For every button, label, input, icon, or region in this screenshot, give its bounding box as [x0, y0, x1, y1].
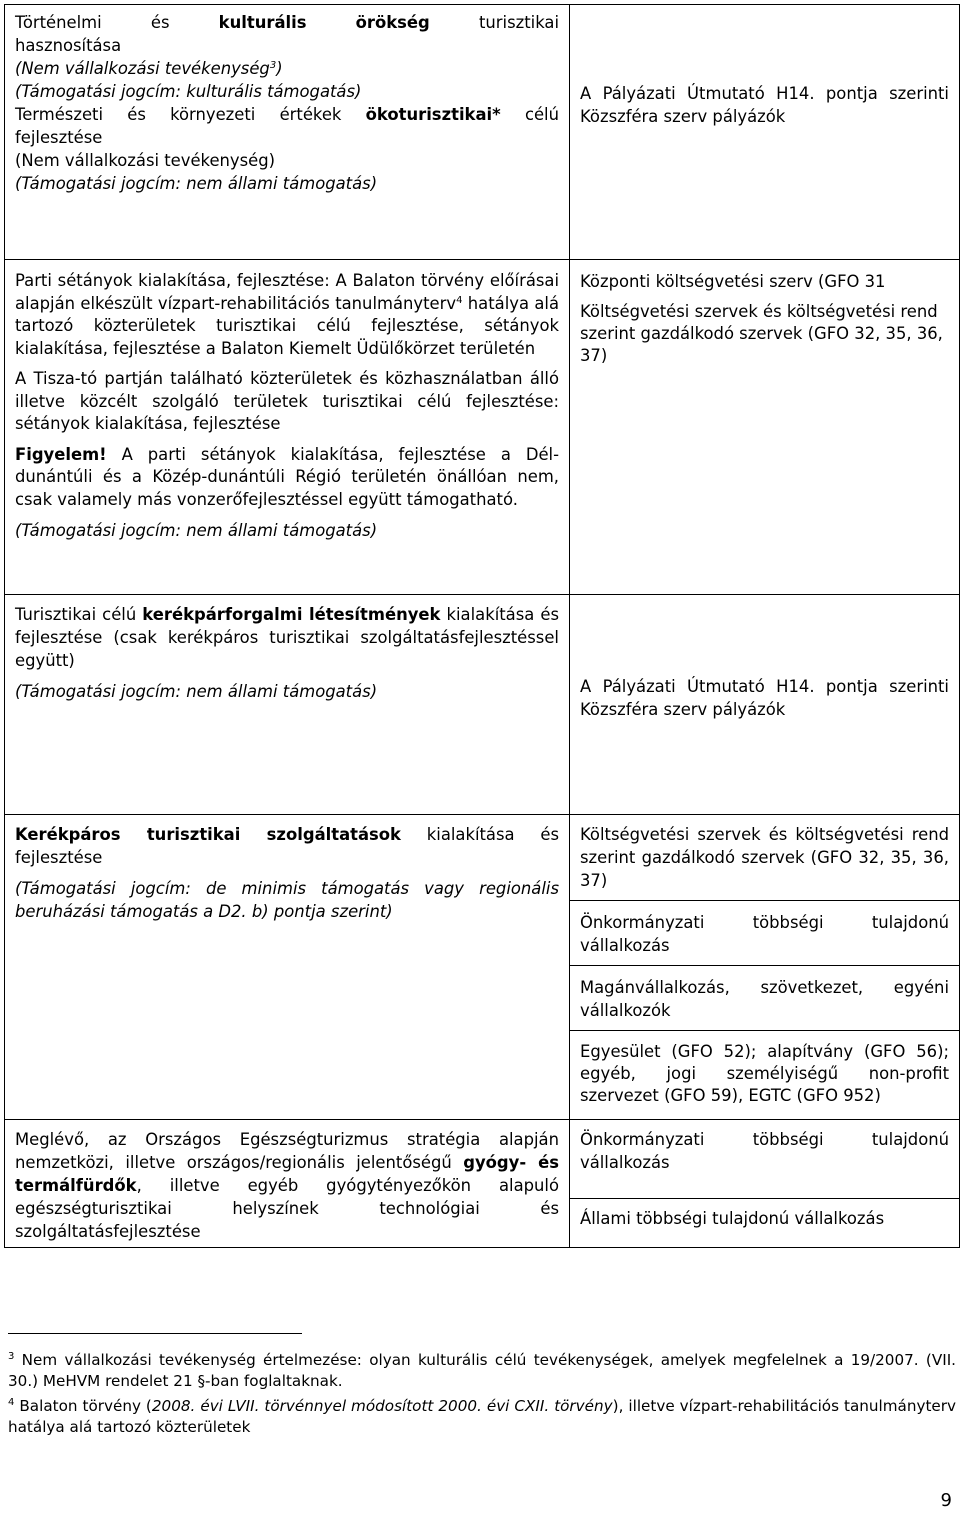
table-row [5, 815, 960, 1120]
applicant-cell: Központi költségvetési szerv (GFO 31 Költségvetési szervek és költségvetési rend szerint gazdálkodó szervek (GFO 32, 35, 36, 37) [570, 260, 960, 595]
table-row [5, 595, 960, 815]
applicant-cell: Önkormányzati többségi tulajdonú vállalkozás Állami többségi tulajdonú vállalkozás [570, 1120, 960, 1248]
footnote-3: $^3$ Nem vállalkozási tevékenység értelmezése: olyan kulturális célú tevékenységek, amelyek megfelelnek a 19/2007. (VII. 30.) MeHVM rendelet 21 §-ban foglaltaknak. [8, 1351, 956, 1390]
activity-cell: Meglévő, az Országos Egészségturizmus stratégia alapján nemzetközi, illetve országos/regionális jelentőségű gyógy- és termálfürdők, illetve egyéb gyógytényezőkön alapuló egészségturisztikai helyszínek technológiai és szolgáltatásfejlesztése [5, 1120, 570, 1248]
table-row [5, 260, 960, 595]
activity-cell: Turisztikai célú kerékpárforgalmi létesítmények kialakítása és fejlesztése (csak kerékpáros turisztikai szolgáltatásfejlesztéssel együtt) (Támogatási jogcím: nem állami támogatás) [5, 595, 570, 815]
activity-cell: Kerékpáros turisztikai szolgáltatások kialakítása és fejlesztése (Támogatási jogcím: de minimis támogatás vagy regionális beruházási támogatás a D2. b) pontja szerint) [5, 815, 570, 1120]
footnote-separator [8, 1333, 302, 1334]
activity-cell: Parti sétányok kialakítása, fejlesztése: A Balaton törvény előírásai alapján elkészült vízpart-rehabilitációs tanulmányterv$^4$ hatálya alá tartozó közterületek turisztikai célú fejlesztése, sétányok kialakítása, fejlesztése a Balaton Kiemelt Üdülőkörzet területén A Tisza-tó partján található közterületek és közhasználatban álló illetve közcélt szolgáló területek turisztikai célú fejlesztése: sétányok kialakítása, fejlesztése Figyelem! A parti sétányok kialakítása, fejlesztése a Dél-dunántúli és a Közép-dunántúli Régió területén önállóan nem, csak valamely más vonzerőfejlesztéssel együtt támogatható. (Támogatási jogcím: nem állami támogatás) [5, 260, 570, 595]
eligibility-table [4, 4, 960, 1248]
table-row [5, 5, 960, 260]
applicant-cell: Költségvetési szervek és költségvetési rend szerint gazdálkodó szervek (GFO 32, 35, 36, 37) Önkormányzati többségi tulajdonú vállalkozás Magánvállalkozás, szövetkezet, egyéni vállalkozók Egyesület (GFO 52); alapítvány (GFO 56); egyéb, jogi személyiségű non-profit szervezet (GFO 59), EGTC (GFO 952) [570, 815, 960, 1120]
applicant-cell: A Pályázati Útmutató H14. pontja szerinti Közszféra szerv pályázók [570, 595, 960, 815]
applicant-cell: A Pályázati Útmutató H14. pontja szerinti Közszféra szerv pályázók [570, 5, 960, 260]
activity-cell: Történelmi és kulturális örökség turisztikai hasznosítása (Nem vállalkozási tevékenység$^3$) (Támogatási jogcím: kulturális támogatás) Természeti és környezeti értékek ökoturisztikai* célú fejlesztése (Nem vállalkozási tevékenység) (Támogatási jogcím: nem állami támogatás) [5, 5, 570, 260]
page-number: 9 [940, 1490, 952, 1511]
table-row [5, 1120, 960, 1248]
footnote-4: $^4$ Balaton törvény (2008. évi LVII. törvénnyel módosított 2000. évi CXII. törvény), illetve vízpart-rehabilitációs tanulmányterv hatálya alá tartozó közterületek [8, 1397, 956, 1436]
